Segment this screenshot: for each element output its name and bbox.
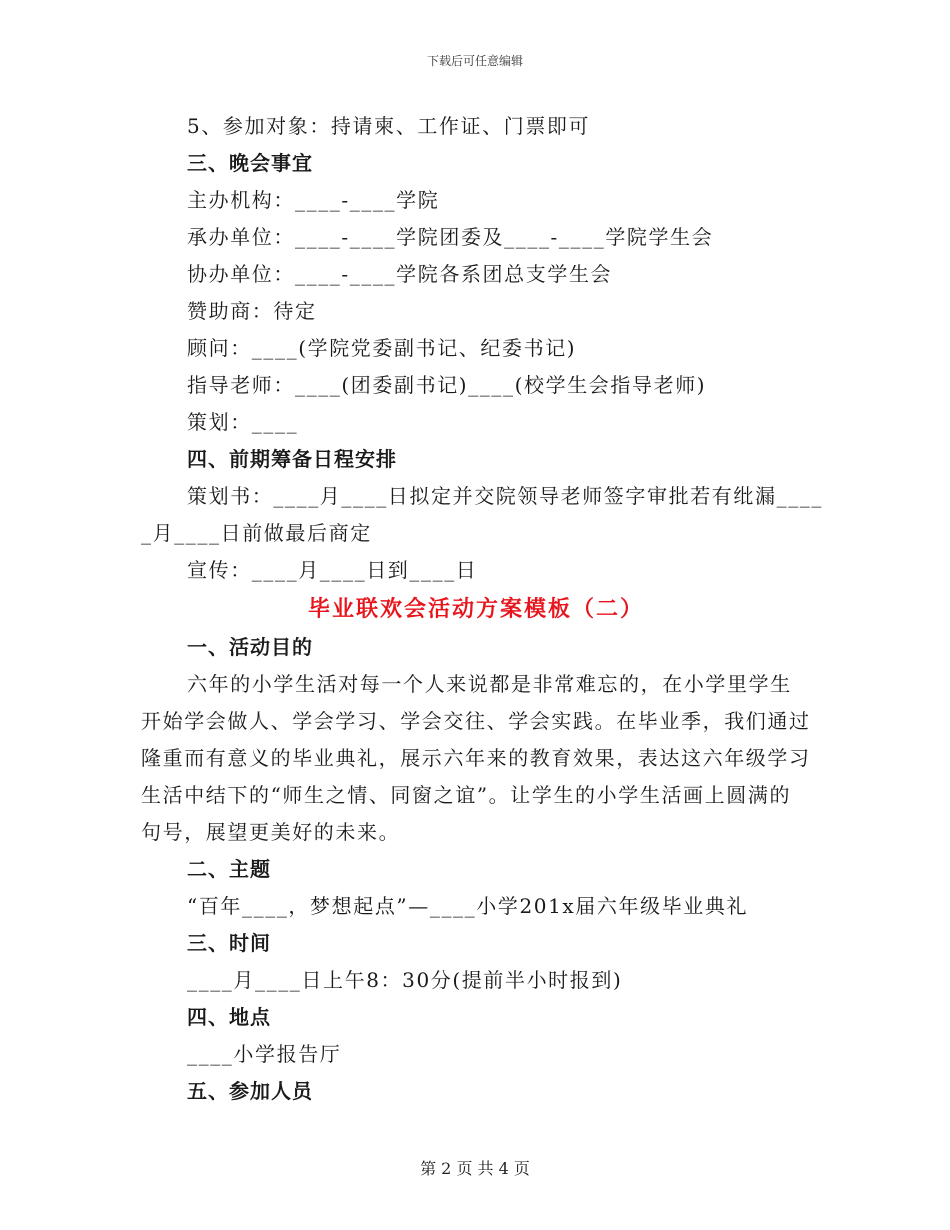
advisor: 顾问：____(学院党委副书记、纪委书记) [187,336,577,360]
time-text: ____月____日上午8：30分(提前半小时报到) [187,968,623,992]
heading-time: 三、时间 [187,931,271,955]
heading-preparation-schedule: 四、前期筹备日程安排 [187,447,397,471]
plan-schedule-line-1: 策划书：____月____日拟定并交院领导老师签字审批若有纰漏____ [187,484,823,508]
item-participants: 5、参加对象：持请柬、工作证、门票即可 [187,114,591,138]
host-organization: 主办机构：____-____学院 [187,188,440,212]
section-title-template-2: 毕业联欢会活动方案模板（二） [307,596,644,622]
location-text: ____小学报告厅 [187,1042,342,1066]
theme-text: “百年____，梦想起点”—____小学201x届六年级毕业典礼 [187,894,749,918]
page-footer: 第 2 页 共 4 页 [420,1159,530,1178]
heading-activity-purpose: 一、活动目的 [187,635,313,659]
document-body [141,108,823,1110]
heading-participants: 五、参加人员 [187,1079,313,1103]
organizer-unit: 承办单位：____-____学院团委及____-____学院学生会 [187,225,714,249]
sponsor: 赞助商：待定 [187,299,317,323]
activity-purpose-paragraph [141,666,811,851]
guiding-teacher: 指导老师：____(团委副书记)____(校学生会指导老师) [187,373,707,397]
activity-purpose-text: 六年的小学生活对每一个人来说都是非常难忘的，在小学里学生开始学会做人、学会学习、学会交往、学会实践。在毕业季，我们通过隆重而有意义的毕业典礼，展示六年来的教育效果，表达这六年级学习生活中结下的“师生之情、同窗之谊”。让学生的小学生活画上圆满的句号，展望更美好的未来。 [141,672,811,844]
planner: 策划：____ [187,410,299,434]
heading-location: 四、地点 [187,1005,271,1029]
heading-evening-matters: 三、晚会事宜 [187,151,313,175]
publicity-schedule: 宣传：____月____日到____日 [187,558,478,582]
heading-theme: 二、主题 [187,857,271,881]
co-organizer-unit: 协办单位：____-____学院各系团总支学生会 [187,262,613,286]
plan-schedule-line-2: _月____日前做最后商定 [141,521,372,545]
page-header-note: 下载后可任意编辑 [426,54,523,68]
